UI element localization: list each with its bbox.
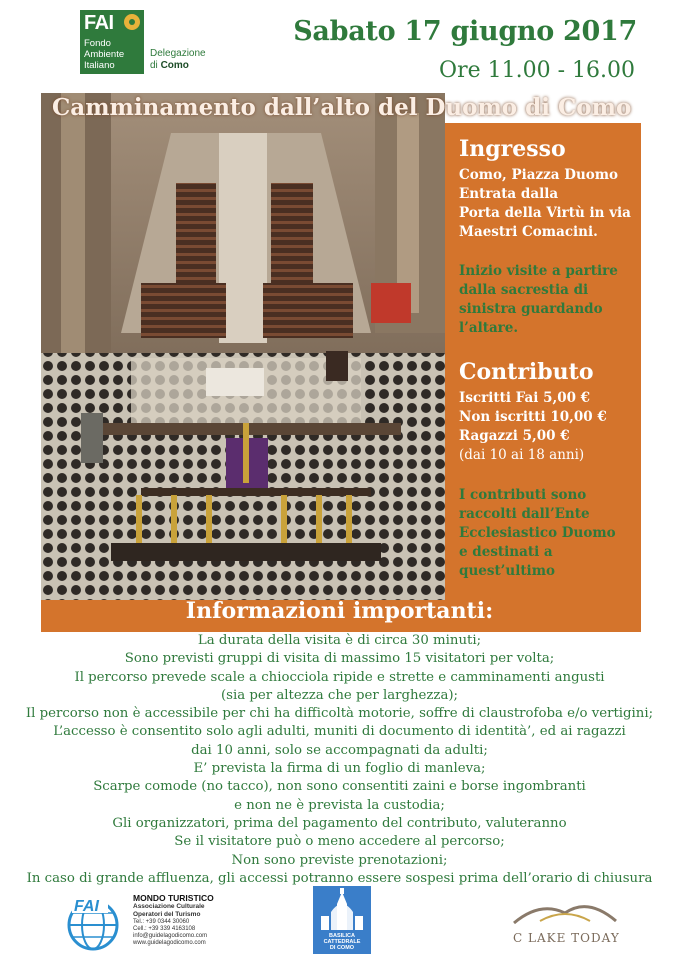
info-line: E’ prevista la firma di un foglio di manleva;	[193, 761, 486, 777]
info-line: Il percorso prevede scale a chiocciola ripide e strette e camminamenti angusti	[74, 669, 605, 685]
info-heading: Informazioni importanti:	[185, 598, 494, 624]
ingresso-note: Inizio visite a partire dalla sacrestia di sinistra guardando l’altare.	[459, 263, 618, 336]
ingresso-heading: Ingresso	[459, 136, 566, 162]
event-date: Sabato 17 giugno 2017	[293, 16, 637, 47]
cathedral-interior-photo	[41, 93, 445, 605]
basilica-caption: BASILICA CATTEDRALE DI COMO	[323, 933, 361, 951]
contributo-prices: Iscritti Fai 5,00 € Non iscritti 10,00 € Ragazzi 5,00 € (dai 10 ai 18 anni)	[459, 390, 607, 463]
delegation-label: Delegazione di Como	[150, 48, 206, 71]
info-line: Sono previsti gruppi di visita di massimo 15 visitatori per volta;	[124, 651, 555, 667]
info-line: Gli organizzatori, prima del pagamento del contributo, valuteranno	[112, 815, 567, 831]
contributo-note: I contributi sono raccolti dall’Ente Ecclesiastico Duomo e destinati a quest’ultimo	[459, 487, 616, 579]
info-line: In caso di grande affluenza, gli accessi potranno essere sospesi prima dell’orario di chiusura	[26, 870, 653, 886]
event-title: Camminamento dall’alto del Duomo di Como	[52, 94, 632, 121]
info-line: dai 10 anni, solo se accompagnati da adulti;	[191, 742, 488, 758]
info-line: e non ne è prevista la custodia;	[234, 797, 445, 813]
info-line: (sia per altezza che per larghezza);	[220, 687, 459, 703]
info-line: Non sono previste prenotazioni;	[231, 852, 448, 868]
fai-logo-text: Fondo Ambiente Italiano	[84, 38, 125, 71]
contributo-heading: Contributo	[459, 359, 594, 385]
globe-icon	[60, 893, 130, 953]
event-hours: Ore 11.00 - 16.00	[439, 58, 635, 83]
mondo-turistico-logo: MONDO TURISTICO Associazione Culturale Operatori del Turismo Tel.: +39 0344 30060 Cell.: +39 339 4163108 info@guidelagodicomo.com www.guidelagodicomo.com	[133, 893, 214, 946]
fai-logo	[80, 10, 144, 74]
info-list	[0, 632, 679, 888]
cathedral-icon	[313, 886, 371, 936]
basilica-logo	[313, 886, 371, 954]
info-line: Scarpe comode (no tacco), non sono consentiti zaini e borse ingombranti	[93, 779, 586, 795]
info-line: L’accesso è consentito solo agli adulti, muniti di documento di identità’, ed ai ragazzi	[53, 724, 626, 740]
info-line: Il percorso non è accessibile per chi ha difficoltà motorie, soffre di claustrofoba e/o vertigini;	[25, 706, 654, 722]
globe-label: FAI	[74, 898, 99, 915]
lake-mountain-icon	[510, 893, 620, 929]
flower-icon	[124, 14, 140, 30]
info-line: Se il visitatore può o meno accedere al percorso;	[174, 834, 505, 850]
info-line: La durata della visita è di circa 30 minuti;	[197, 633, 482, 648]
ingresso-address: Como, Piazza Duomo Entrata dalla Porta della Virtù in via Maestri Comacini.	[459, 167, 631, 240]
lake-today-logo-text: C LAKE TODAY	[513, 931, 620, 945]
fai-logo-mark: FAI	[84, 12, 114, 34]
